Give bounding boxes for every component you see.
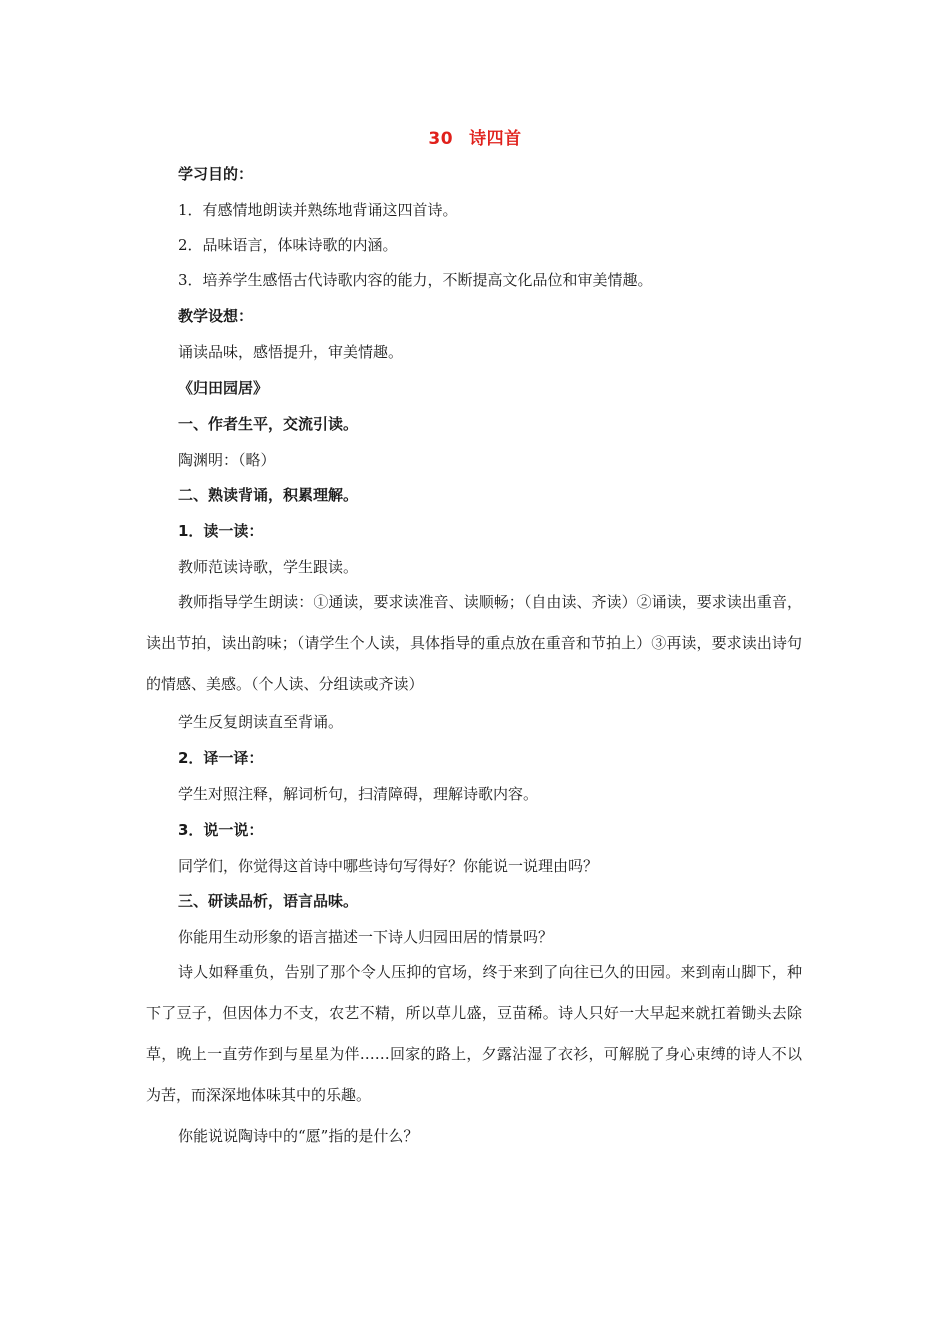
design-heading: 教学设想： bbox=[178, 307, 254, 325]
step3-paragraph: 同学们，你觉得这首诗中哪些诗句写得好？你能说一说理由吗？ bbox=[178, 857, 599, 875]
poem-title: 《归田园居》 bbox=[178, 379, 269, 397]
objectives-heading: 学习目的： bbox=[178, 165, 254, 183]
step3-heading: 3．说一说： bbox=[178, 821, 264, 839]
step2-heading: 2．译一译： bbox=[178, 749, 264, 767]
section1-heading: 一、作者生平，交流引读。 bbox=[178, 415, 359, 433]
step1-paragraph: 教师范读诗歌，学生跟读。 bbox=[178, 558, 359, 576]
step1-guidance-paragraph: 教师指导学生朗读：①通读，要求读准音、读顺畅；（自由读、齐读）②诵读，要求读出重音，读出节拍，读出韵味；（请学生个人读，具体指导的重点放在重音和节拍上）③再读，要求读出诗句的情感、美感。（个人读、分组读或齐读） bbox=[146, 593, 802, 693]
lesson-number: 30 bbox=[428, 129, 454, 149]
objective-item: 1．有感情地朗读并熟练地背诵这四首诗。 bbox=[178, 201, 458, 219]
section2-heading: 二、熟读背诵，积累理解。 bbox=[178, 486, 359, 504]
section3-question: 你能用生动形象的语言描述一下诗人归园田居的情景吗？ bbox=[178, 928, 554, 946]
objective-item: 3．培养学生感悟古代诗歌内容的能力，不断提高文化品位和审美情趣。 bbox=[178, 271, 653, 289]
section3-description-paragraph: 诗人如释重负，告别了那个令人压抑的官场，终于来到了向往已久的田园。来到南山脚下，种下了豆子，但因体力不支，农艺不精，所以草儿盛，豆苗稀。诗人只好一大早起来就扛着锄头去除草，晚上一直劳作到与星星为伴……回家的路上，夕露沾湿了衣衫，可解脱了身心束缚的诗人不以为苦，而深深地体味其中的乐趣。 bbox=[146, 963, 802, 1104]
section1-text: 陶渊明：（略） bbox=[178, 451, 276, 469]
section3-question: 你能说说陶诗中的“愿”指的是什么？ bbox=[178, 1127, 419, 1145]
section3-heading: 三、研读品析，语言品味。 bbox=[178, 892, 359, 910]
objective-item: 2．品味语言，体味诗歌的内涵。 bbox=[178, 236, 398, 254]
page-title bbox=[0, 124, 950, 149]
step2-paragraph: 学生对照注释，解词析句，扫清障碍，理解诗歌内容。 bbox=[178, 785, 539, 803]
design-text: 诵读品味，感悟提升，审美情趣。 bbox=[178, 343, 404, 361]
lesson-title: 诗四首 bbox=[469, 129, 522, 149]
step1-heading: 1．读一读： bbox=[178, 522, 264, 540]
step1-paragraph: 学生反复朗读直至背诵。 bbox=[178, 713, 344, 731]
